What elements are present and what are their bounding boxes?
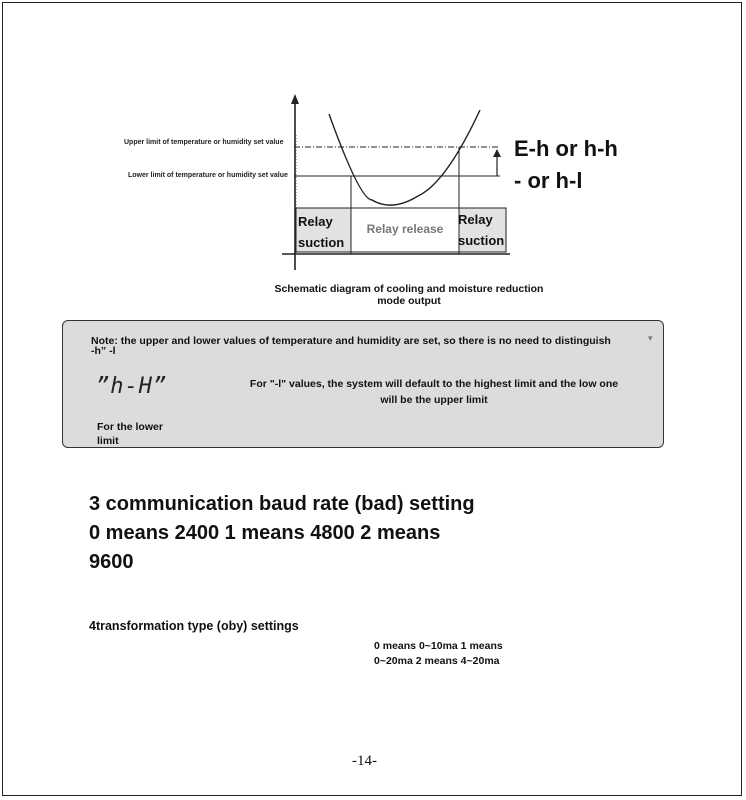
baud-rate-section xyxy=(89,490,475,577)
baud-rate-heading: 3 communication baud rate (bad) setting xyxy=(89,493,475,515)
note-line1: Note: the upper and lower values of temperature and humidity are set, so there is no need to distinguish xyxy=(91,335,611,347)
h-h-display: ”h-H” xyxy=(96,374,168,399)
relay-right-text xyxy=(458,209,504,251)
description-line1: For "-l" values, the system will default to the highest limit and the low one xyxy=(249,378,619,390)
relay-middle-text: Relay release xyxy=(366,222,444,236)
cooling-diagram xyxy=(0,0,746,300)
note-marker-icon: ▾ xyxy=(648,333,653,343)
relay-left-line2: suction xyxy=(298,235,345,250)
relay-left-text xyxy=(298,211,344,253)
description-line2: will be the upper limit xyxy=(380,394,488,406)
eh-line1: E-h or h-h xyxy=(514,136,618,161)
note-description xyxy=(214,376,654,408)
caption-line1: Schematic diagram of cooling and moisture reduction xyxy=(274,283,544,295)
options-line2: 0~20ma 2 means 4~20ma xyxy=(374,655,500,667)
relay-left-line1: Relay xyxy=(298,214,333,229)
diagram-caption xyxy=(258,283,560,307)
lower-limit-line1: For the lower xyxy=(97,421,163,433)
relay-right-line2: suction xyxy=(458,233,505,248)
baud-rate-line3: 9600 xyxy=(89,551,134,573)
temperature-curve xyxy=(329,110,480,205)
transformation-options xyxy=(374,639,503,669)
note-line2: -h” -l xyxy=(91,345,116,357)
caption-line2: mode output xyxy=(377,295,441,307)
transformation-heading: 4transformation type (oby) settings xyxy=(89,619,299,633)
hysteresis-arrowhead xyxy=(493,149,501,157)
note-text xyxy=(91,336,661,356)
lower-limit-label: Lower limit of temperature or humidity set value xyxy=(128,172,288,179)
lower-limit-line2: limit xyxy=(97,435,119,447)
y-axis-arrow xyxy=(291,94,299,104)
page-number: -14- xyxy=(352,753,377,769)
eh-text xyxy=(514,133,618,197)
baud-rate-line2: 0 means 2400 1 means 4800 2 means xyxy=(89,522,441,544)
upper-limit-label: Upper limit of temperature or humidity set value xyxy=(124,139,284,146)
eh-line2: - or h-l xyxy=(514,168,583,193)
relay-right-line1: Relay xyxy=(458,212,493,227)
lower-limit-note xyxy=(97,420,163,448)
options-line1: 0 means 0~10ma 1 means xyxy=(374,640,503,652)
